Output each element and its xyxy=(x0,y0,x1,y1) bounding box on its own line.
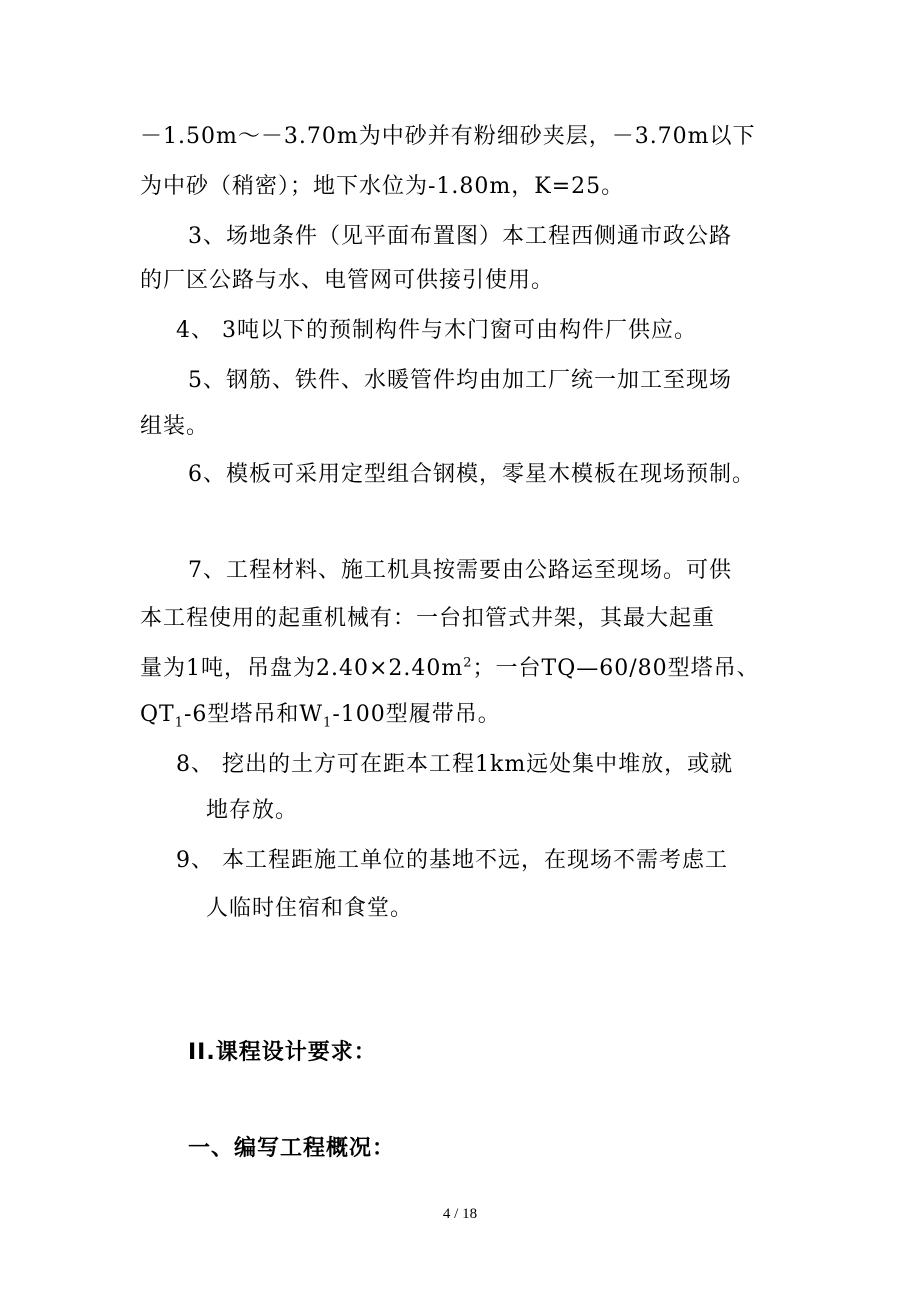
body-line-site-conditions: 3、场地条件（见平面布置图）本工程西侧通市政公路 xyxy=(188,224,732,249)
body-line-materials: 7、工程材料、施工机具按需要由公路运至现场。可供 xyxy=(188,558,732,583)
body-line-prefab: 4、 3吨以下的预制构件与木门窗可由构件厂供应。 xyxy=(176,318,697,343)
body-line-cranes: 本工程使用的起重机械有：一台扣管式井架，其最大起重 xyxy=(140,606,716,631)
body-line-earthwork: 8、 挖出的土方可在距本工程1km远处集中堆放，或就 xyxy=(176,752,734,777)
body-line-base-distance: 9、 本工程距施工单位的基地不远，在现场不需考虑工 xyxy=(176,848,728,873)
body-line-base-distance-cont: 人临时住宿和食堂。 xyxy=(206,896,414,921)
body-line-assembly: 组装。 xyxy=(140,414,210,439)
body-line-groundwater: 为中砂（稍密）；地下水位为-1.80m，K=25。 xyxy=(140,174,625,199)
body-line-soil-layer: －1.50m～－3.70m为中砂并有粉细砂夹层，－3.70m以下 xyxy=(140,124,756,149)
body-line-rebar: 5、钢筋、铁件、水暖管件均由加工厂统一加工至现场 xyxy=(188,368,732,393)
heading-course-design-requirements: II.课程设计要求： xyxy=(188,1040,377,1065)
body-line-earthwork-cont: 地存放。 xyxy=(206,798,299,823)
body-line-crane-types: $QT_1-6$型塔吊和$W_1-100$型履带吊。 xyxy=(140,702,501,731)
heading-project-overview: 一、编写工程概况： xyxy=(188,1136,396,1161)
page-number: 4 / 18 xyxy=(442,1206,478,1222)
body-line-crane-capacity: 量为1吨，吊盘为$2.40\times 2.40m^2$；一台TQ—60/80型塔吊、 xyxy=(140,655,760,681)
body-line-formwork: 6、模板可采用定型组合钢模，零星木模板在现场预制。 xyxy=(188,462,755,487)
body-line-site-utilities: 的厂区公路与水、电管网可供接引使用。 xyxy=(140,268,555,293)
